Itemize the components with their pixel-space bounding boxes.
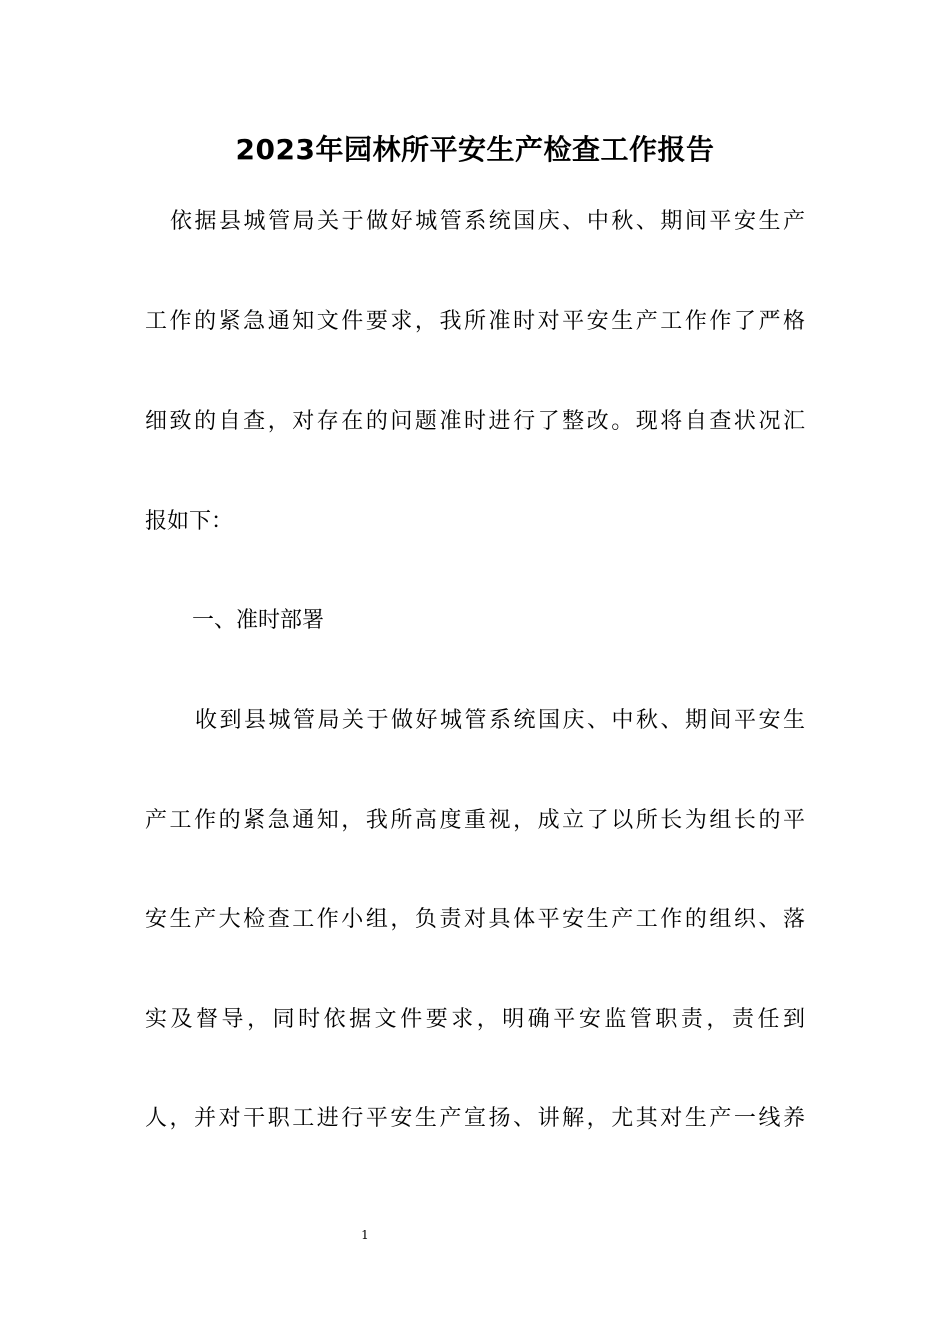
paragraph-line: 产工作的紧急通知，我所高度重视，成立了以所长为组长的平 [145, 808, 805, 833]
section-heading: 一、准时部署 [192, 608, 325, 633]
paragraph-line: 收到县城管局关于做好城管系统国庆、中秋、期间平安生 [195, 708, 805, 733]
paragraph-line: 报如下： [145, 509, 234, 534]
document-title: 2023年园林所平安生产检查工作报告 [235, 133, 715, 166]
page-number: 1 [361, 1228, 369, 1242]
paragraph-line: 安生产大检查工作小组，负责对具体平安生产工作的组织、落 [145, 907, 805, 932]
paragraph-line: 依据县城管局关于做好城管系统国庆、中秋、期间平安生产 [170, 209, 805, 234]
paragraph-line: 细致的自查，对存在的问题准时进行了整改。现将自查状况汇 [145, 409, 805, 434]
paragraph-line: 实及督导，同时依据文件要求，明确平安监管职责，责任到 [145, 1007, 805, 1032]
paragraph-line: 工作的紧急通知文件要求，我所准时对平安生产工作作了严格 [145, 309, 805, 334]
paragraph-line: 人，并对干职工进行平安生产宣扬、讲解，尤其对生产一线养 [145, 1106, 805, 1131]
